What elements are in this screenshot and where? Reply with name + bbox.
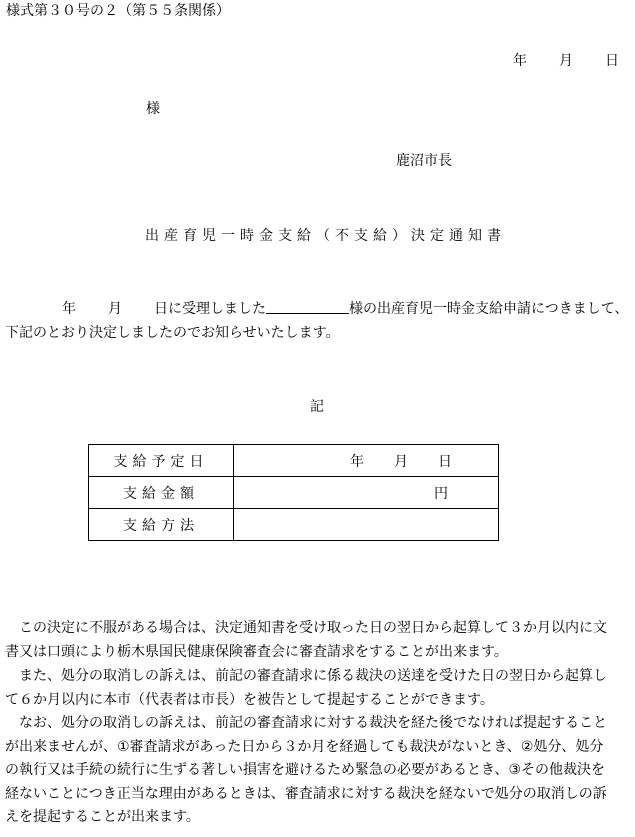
payment-date-day: 日 [438,454,452,470]
form-number: 様式第３０号の２（第５５条関係） [6,3,230,19]
notice-line: えを提起することが出来ます。 [5,809,200,825]
payment-date-value [234,445,499,477]
intro-month: 月 [108,301,122,317]
payment-date-label: 支給予定日 [89,445,234,477]
document-title: 出産育児一時金支給（不支給）決定通知書 [145,228,506,244]
addressee-suffix: 様 [146,101,160,117]
intro-year: 年 [62,301,76,317]
payment-date-year: 年 [350,454,364,470]
payment-method-label: 支給方法 [89,509,234,541]
payment-amount-label: 支給金額 [89,477,234,509]
payment-table [88,444,499,541]
ki-heading: 記 [310,399,324,415]
appeal-notice [5,617,633,664]
notice-line: 経ないことにつき正当な理由があるときは、審査請求に対する裁決を経ないで処分の取消しの訴 [5,785,607,802]
notice-line: この決定に不服がある場合は、決定通知書を受け取った日の翌日から起算して３か月以内に文 [19,620,607,636]
intro-day-text: 日に受理しました [154,301,266,317]
payment-method-value [234,509,499,541]
notice-line: 書又は口頭により栃木県国民健康保険審査会に審査請求をすることが出来ます。 [5,643,508,660]
table-row [89,509,499,541]
notice-line: の執行又は手続の続行に生ずる著しい損害を避けるため緊急の必要があるとき、③その他裁決を [5,762,605,778]
applicant-name-blank [266,299,349,314]
exception-notice [5,712,633,830]
issuer-name: 鹿沼市長 [396,153,452,169]
notice-line: また、処分の取消しの訴えは、前記の審査請求に係る裁決の送達を受けた日の翌日から起算し [19,668,607,684]
lawsuit-notice [5,665,633,712]
notice-line: が出来ませんが、①審査請求があった日から３か月を経過しても裁決がないとき、②処分、処分 [5,738,604,755]
intro-line-2: 下記のとおり決定しましたのでお知らせいたします。 [5,325,340,341]
table-row [89,477,499,509]
notice-line: なお、処分の取消しの訴えは、前記の審査請求に対する裁決を経た後でなければ提起すること [19,715,607,731]
date-month: 月 [559,53,573,69]
issue-date [513,52,619,70]
date-day: 日 [605,53,619,69]
intro-after-blank: 様の出産育児一時金支給申請につきまして、 [349,301,629,317]
yen-unit: 円 [434,486,448,502]
payment-amount-value [234,477,499,509]
payment-date-month: 月 [394,454,408,470]
notice-line: て６か月以内に本市（代表者は市長）を被告として提起することができます。 [5,691,494,708]
intro-line-1 [62,299,628,318]
date-year: 年 [513,53,527,69]
table-row [89,445,499,477]
